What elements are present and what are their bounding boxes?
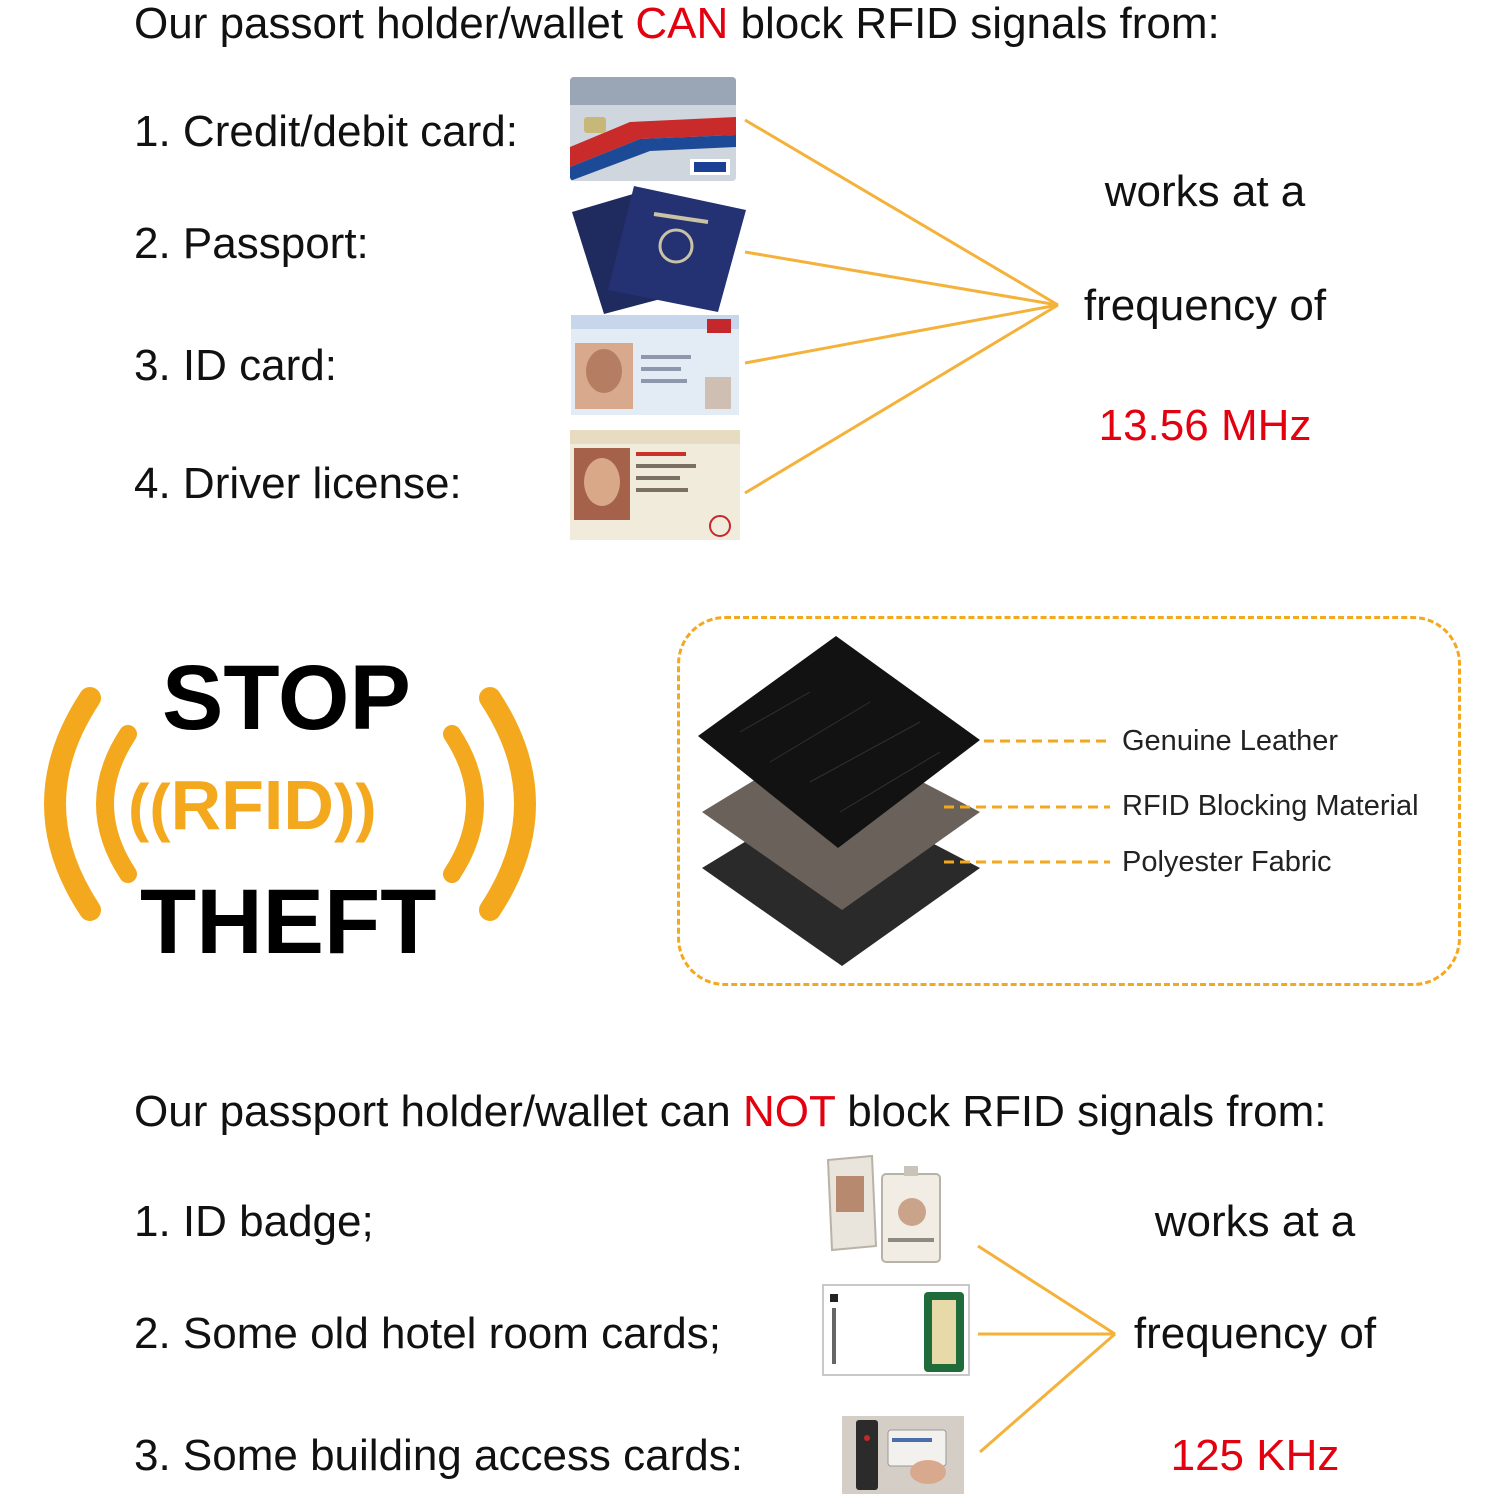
- cannot-freq-line2: frequency of: [1133, 1309, 1377, 1358]
- rfid-right-wave-icon: )): [333, 771, 377, 843]
- can-item-credit-card: 1. Credit/debit card:: [134, 107, 518, 156]
- rfid-left-wave-icon: ((: [128, 771, 171, 843]
- can-emphasis: CAN: [635, 0, 729, 48]
- layer-label-rfid: RFID Blocking Material: [1122, 790, 1419, 822]
- can-item-id-card: 3. ID card:: [134, 341, 337, 390]
- can-heading-suffix: block RFID signals from:: [728, 0, 1220, 48]
- can-freq-line2: frequency of: [1083, 281, 1327, 330]
- cannot-heading-suffix: block RFID signals from:: [835, 1087, 1327, 1136]
- cannot-item-hotel-card: 2. Some old hotel room cards;: [134, 1309, 721, 1358]
- cannot-item-access-card: 3. Some building access cards:: [134, 1431, 743, 1480]
- can-item-driver-license: 4. Driver license:: [134, 459, 462, 508]
- can-freq-value: 13.56 MHz: [1098, 401, 1312, 450]
- cannot-freq-line1: works at a: [1154, 1197, 1356, 1246]
- can-item-passport: 2. Passport:: [134, 219, 369, 268]
- can-heading-prefix: Our passort holder/wallet: [134, 0, 636, 48]
- cannot-freq-value: 125 KHz: [1170, 1431, 1340, 1480]
- cannot-item-id-badge: 1. ID badge;: [134, 1197, 374, 1246]
- cannot-emphasis: NOT: [742, 1087, 836, 1136]
- theft-word: THEFT: [140, 871, 437, 973]
- layer-label-leather: Genuine Leather: [1122, 725, 1339, 757]
- can-freq-line1: works at a: [1104, 167, 1306, 216]
- cannot-heading-prefix: Our passport holder/wallet can: [134, 1087, 743, 1136]
- stop-word: STOP: [162, 647, 411, 749]
- rfid-word-text: RFID: [170, 766, 334, 844]
- layer-label-polyester: Polyester Fabric: [1122, 846, 1332, 878]
